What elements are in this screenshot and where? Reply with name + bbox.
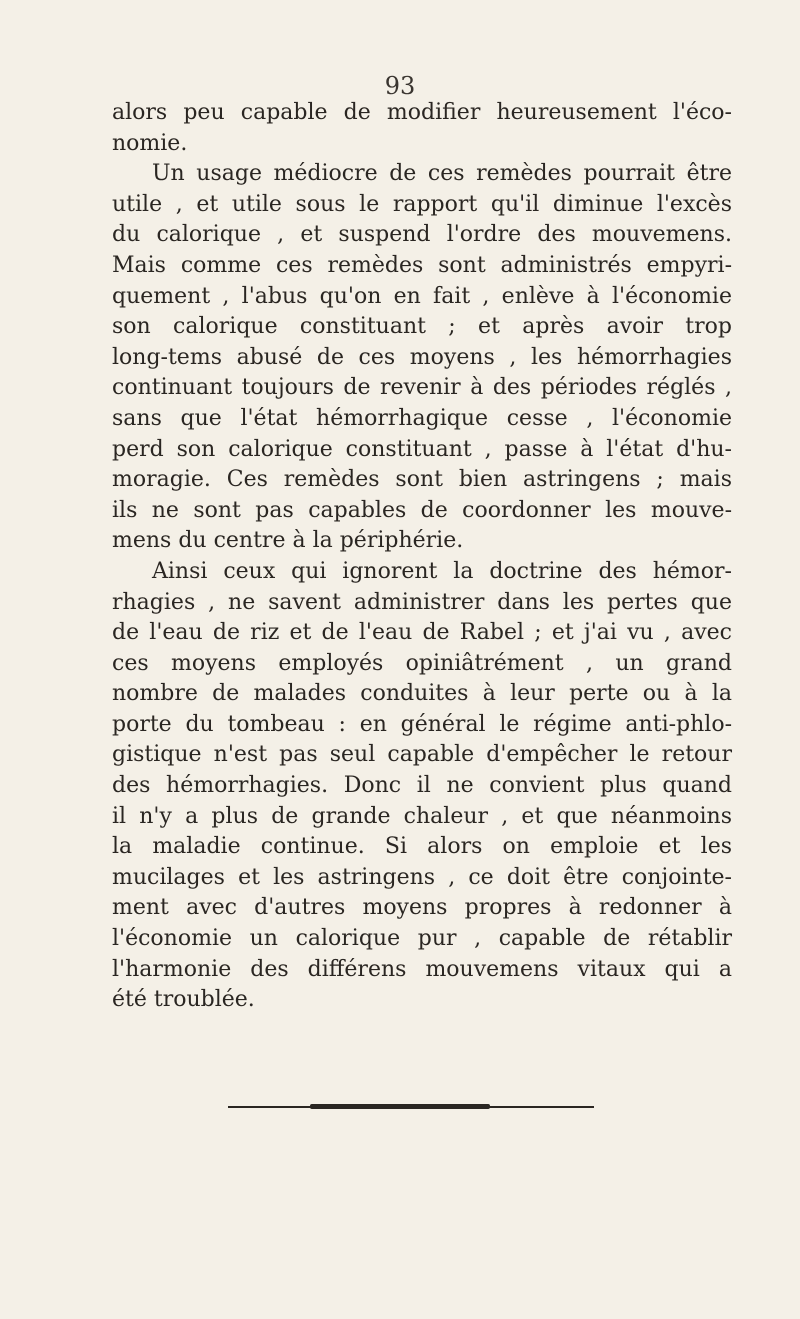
text-line: il n'y a plus de grande chaleur , et que néanmoins <box>112 803 732 829</box>
text-line: été troublée. <box>112 987 255 1013</box>
end-rule-ornament <box>310 1104 490 1109</box>
text-line: perd son calorique constituant , passe à l'état d'hu- <box>112 436 732 462</box>
text-line: des hémorrhagies. Donc il ne convient plus quand <box>112 773 732 799</box>
text-line: de l'eau de riz et de l'eau de Rabel ; et j'ai vu , avec <box>112 620 732 646</box>
text-line: nombre de malades conduites à leur perte ou à la <box>112 681 732 707</box>
text-line: mens du centre à la périphérie. <box>112 528 464 554</box>
text-line: Un usage médiocre de ces remèdes pourrait être <box>152 161 732 187</box>
text-line: l'économie un calorique pur , capable de rétablir <box>112 926 732 952</box>
text-line: Ainsi ceux qui ignorent la doctrine des hémor- <box>152 558 732 584</box>
text-line: du calorique , et suspend l'ordre des mouvemens. <box>112 222 732 248</box>
text-line: Mais comme ces remèdes sont administrés empyri- <box>112 252 732 278</box>
paragraph-3 <box>112 557 732 1016</box>
text-line: son calorique constituant ; et après avoir trop <box>112 314 732 340</box>
text-line: ment avec d'autres moyens propres à redonner à <box>112 895 732 921</box>
text-line: continuant toujours de revenir à des périodes réglés , <box>112 375 732 401</box>
paragraph-1 <box>112 98 732 159</box>
text-line: sans que l'état hémorrhagique cesse , l'économie <box>112 405 732 431</box>
text-line: gistique n'est pas seul capable d'empêcher le retour <box>112 742 732 768</box>
page-number: 93 <box>384 72 416 100</box>
text-line: long-tems abusé de ces moyens , les hémorrhagies <box>112 344 732 370</box>
text-line: porte du tombeau : en général le régime anti-phlo- <box>112 711 732 737</box>
text-line: mucilages et les astringens , ce doit être conjointe- <box>112 864 732 890</box>
text-line: moragie. Ces remèdes sont bien astringens ; mais <box>112 467 732 493</box>
body-text <box>112 98 732 1016</box>
text-line: utile , et utile sous le rapport qu'il diminue l'excès <box>112 191 732 217</box>
text-line: quement , l'abus qu'on en fait , enlève à l'économie <box>112 283 732 309</box>
text-line: alors peu capable de modifier heureusement l'éco- <box>112 100 732 125</box>
text-line: l'harmonie des différens mouvemens vitaux qui a <box>112 956 732 982</box>
text-line: rhagies , ne savent administrer dans les pertes que <box>112 589 732 615</box>
text-line: nomie. <box>112 130 188 156</box>
text-line: ces moyens employés opiniâtrément , un grand <box>112 650 732 676</box>
text-line: ils ne sont pas capables de coordonner les mouve- <box>112 497 732 523</box>
text-line: la maladie continue. Si alors on emploie et les <box>112 834 732 860</box>
paragraph-2 <box>112 159 732 557</box>
